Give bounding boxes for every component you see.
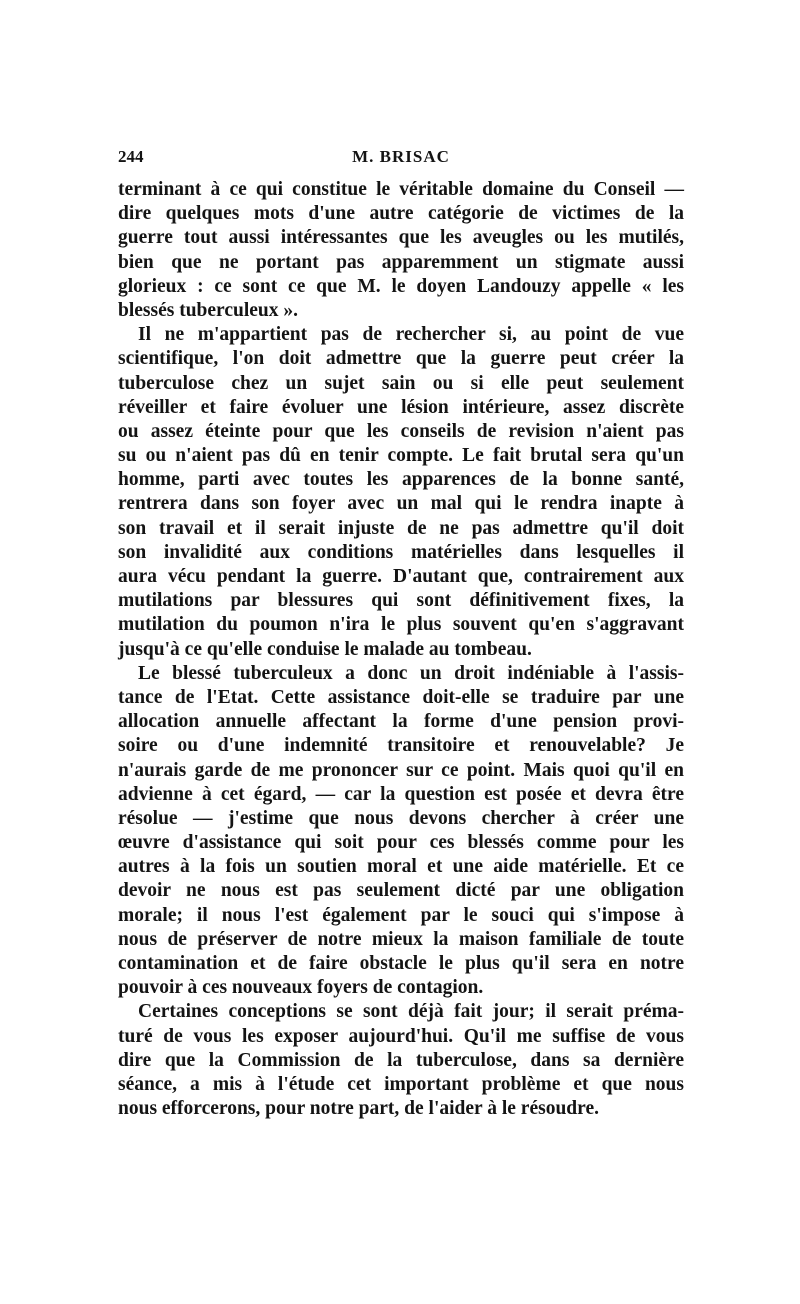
text-line: Certaines conceptions se sont déjà fait jour; il serait préma-	[138, 1001, 684, 1023]
text-line: réveiller et faire évoluer une lésion intérieure, assez discrète	[118, 396, 684, 418]
text-line: terminant à ce qui constitue le véritable domaine du Conseil —	[118, 179, 684, 200]
text-line: rentrera dans son foyer avec un mal qui le rendra inapte à	[118, 493, 684, 515]
text-line: séance, a mis à l'étude cet important problème et que nous	[118, 1073, 684, 1095]
running-title: M. BRISAC	[352, 147, 450, 166]
text-line: pouvoir à ces nouveaux foyers de contagion.	[118, 977, 484, 999]
text-line: Il ne m'appartient pas de rechercher si, au point de vue	[138, 324, 684, 346]
page-number: 244	[118, 147, 144, 166]
text-line: aura vécu pendant la guerre. D'autant que, contrairement aux	[118, 566, 684, 587]
text-line: autres à la fois un soutien moral et une aide matérielle. Et ce	[118, 856, 684, 878]
text-line: mutilation du poumon n'ira le plus souvent qu'en s'aggravant	[118, 614, 684, 636]
text-line: blessés tuberculeux ».	[118, 299, 299, 321]
text-line: contamination et de faire obstacle le plus qu'il sera en notre	[118, 953, 684, 974]
text-line: tance de l'Etat. Cette assistance doit-elle se traduire par une	[118, 686, 684, 708]
text-line: Le blessé tuberculeux a donc un droit indéniable à l'assis-	[138, 662, 684, 684]
paragraph	[118, 178, 684, 323]
body-text	[118, 178, 684, 1121]
paragraph	[118, 662, 684, 1001]
text-line: mutilations par blessures qui sont définitivement fixes, la	[118, 590, 684, 612]
text-line: n'aurais garde de me prononcer sur ce point. Mais quoi qu'il en	[118, 759, 684, 781]
running-head	[118, 147, 684, 173]
text-line: jusqu'à ce qu'elle conduise le malade au tombeau.	[118, 638, 532, 660]
paragraph	[118, 323, 684, 662]
text-line: devoir ne nous est pas seulement dicté par une obligation	[118, 880, 684, 902]
text-line: glorieux : ce sont ce que M. le doyen Landouzy appelle « les	[118, 275, 684, 297]
text-line: soire ou d'une indemnité transitoire et renouvelable? Je	[118, 735, 684, 757]
text-line: dire quelques mots d'une autre catégorie de victimes de la	[118, 203, 684, 225]
text-line: scientifique, l'on doit admettre que la guerre peut créer la	[118, 348, 684, 370]
text-line: bien que ne portant pas apparemment un stigmate aussi	[118, 251, 684, 273]
text-line: nous de préserver de notre mieux la maison familiale de toute	[118, 928, 684, 950]
text-line: résolue — j'estime que nous devons chercher à créer une	[118, 807, 684, 829]
text-line: son invalidité aux conditions matérielles dans lesquelles il	[118, 541, 684, 563]
text-line: guerre tout aussi intéressantes que les aveugles ou les mutilés,	[118, 227, 684, 249]
text-line: turé de vous les exposer aujourd'hui. Qu'il me suffise de vous	[118, 1025, 684, 1047]
text-line: su ou n'aient pas dû en tenir compte. Le fait brutal sera qu'un	[118, 445, 684, 467]
text-line: œuvre d'assistance qui soit pour ces blessés comme pour les	[118, 832, 684, 854]
text-line: morale; il nous l'est également par le souci qui s'impose à	[118, 904, 684, 926]
text-line: ou assez éteinte pour que les conseils de revision n'aient pas	[118, 420, 684, 442]
text-line: advienne à cet égard, — car la question est posée et devra être	[118, 783, 684, 805]
paragraph	[118, 1000, 684, 1121]
text-line: homme, parti avec toutes les apparences de la bonne santé,	[118, 469, 684, 491]
text-line: son travail et il serait injuste de ne pas admettre qu'il doit	[118, 517, 684, 539]
text-line: tuberculose chez un sujet sain ou si elle peut seulement	[118, 372, 684, 394]
text-line: nous efforcerons, pour notre part, de l'aider à le résoudre.	[118, 1098, 599, 1120]
text-line: dire que la Commission de la tuberculose, dans sa dernière	[118, 1049, 684, 1071]
text-line: allocation annuelle affectant la forme d'une pension provi-	[118, 711, 684, 733]
